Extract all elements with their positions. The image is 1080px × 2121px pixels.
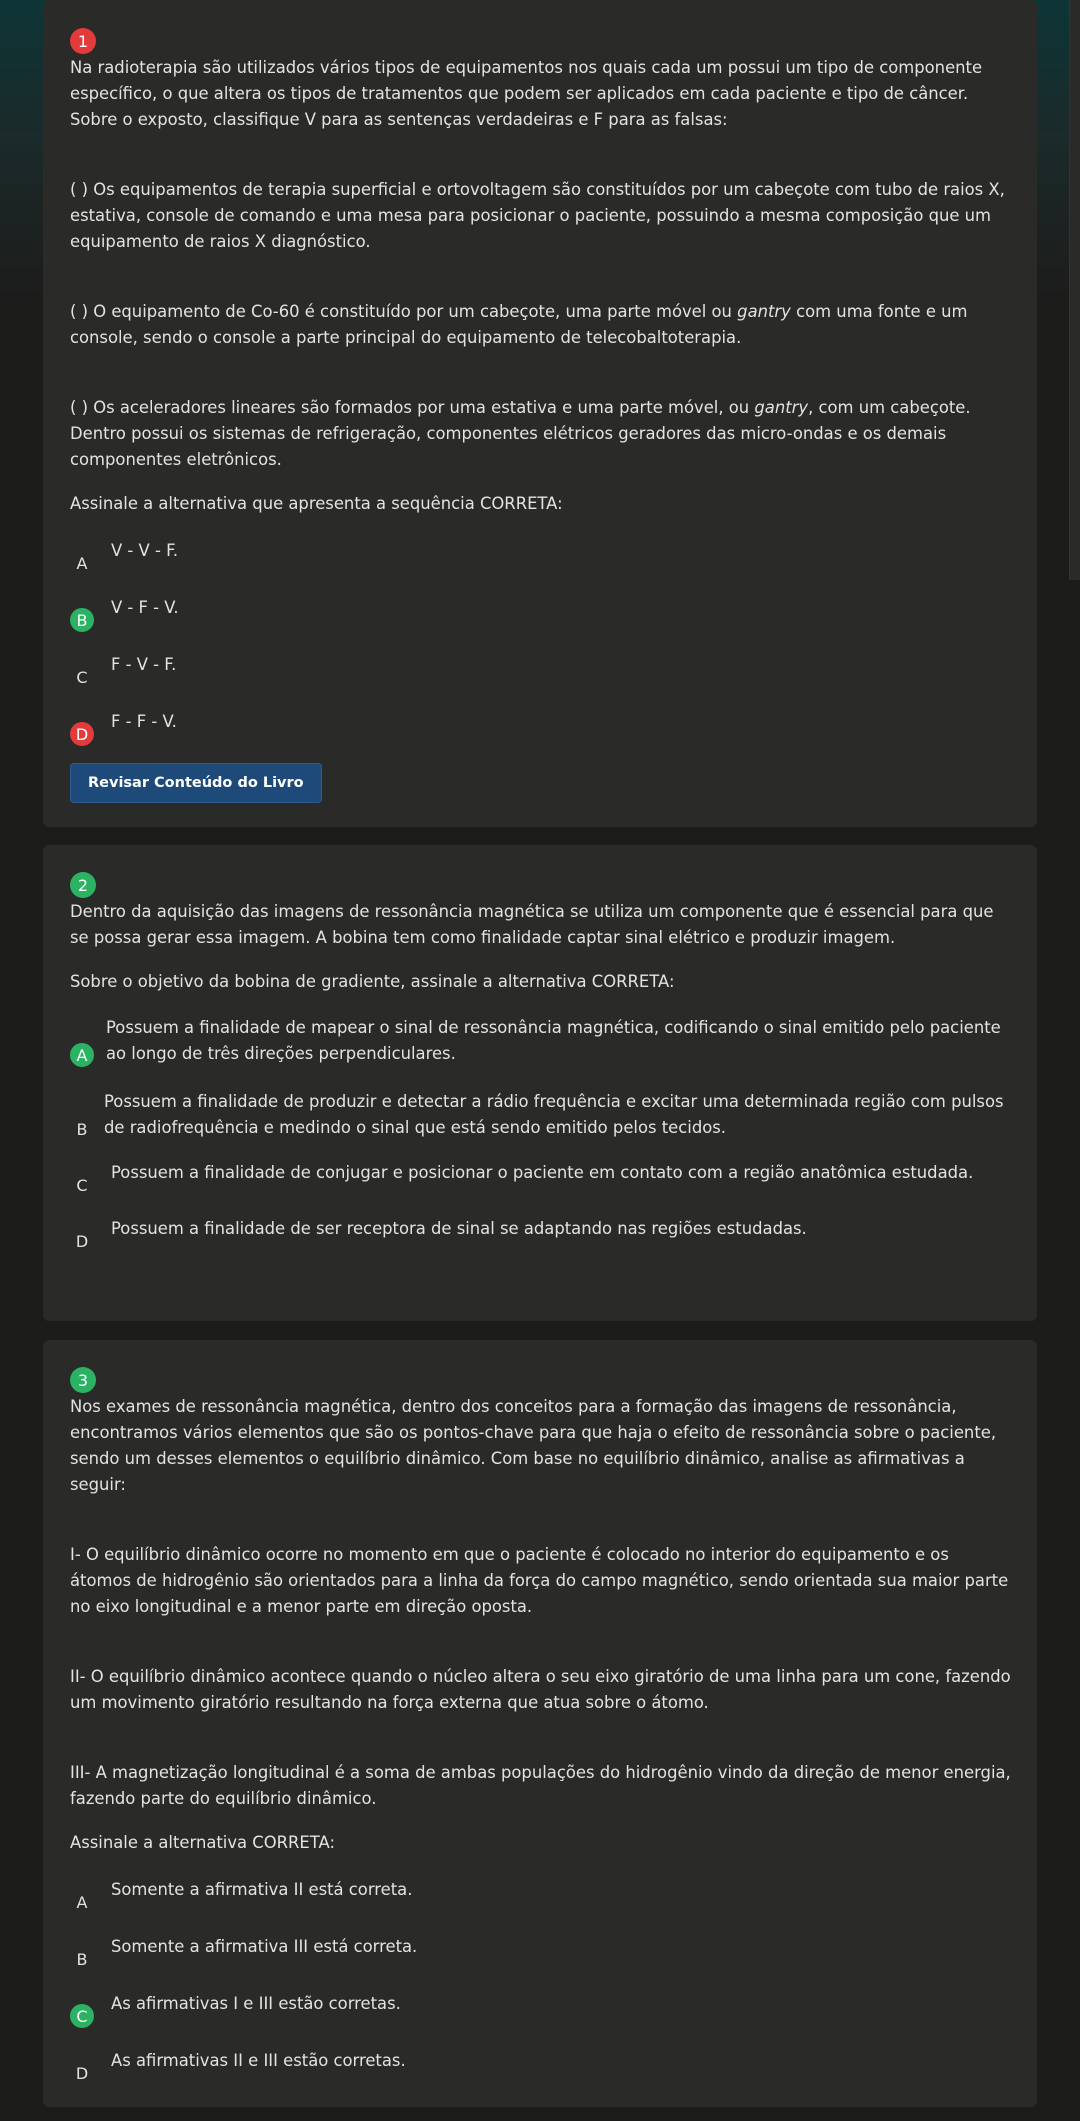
question-card-1 — [43, 0, 1037, 827]
question-intro: Na radioterapia são utilizados vários tipos de equipamentos nos quais cada um possui um tipo de componente específico, o que altera os tipos de tratamentos que podem ser aplicados em cada paciente e tipo de câncer. Sobre o exposto, classifique V para as sentenças verdadeiras e F para as falsas: — [70, 58, 983, 129]
option-text: V - V - F. — [111, 541, 179, 560]
option-text: V - F - V. — [111, 598, 179, 617]
option-b[interactable] — [70, 1089, 1011, 1141]
question-card-2 — [43, 845, 1037, 1321]
option-b[interactable] — [70, 1935, 1011, 1971]
option-c[interactable] — [70, 1992, 1011, 2028]
option-letter-correct: A — [70, 1043, 94, 1067]
option-text: As afirmativas I e III estão corretas. — [111, 1994, 401, 2013]
option-a[interactable] — [70, 539, 1011, 575]
option-letter: B — [76, 1119, 88, 1139]
option-a[interactable] — [70, 1878, 1011, 1914]
option-letter: A — [76, 1892, 88, 1912]
question-intro: Nos exames de ressonância magnética, dentro dos conceitos para a formação das imagens de ressonância, encontramos vários elementos que são os pontos-chave para que haja o efeito de ressonância sobre o paciente, sendo um desses elementos o equilíbrio dinâmico. Com base no equilíbrio dinâmico, analise as afirmativas a seguir: — [70, 1397, 997, 1494]
review-book-content-button[interactable]: Revisar Conteúdo do Livro — [70, 763, 322, 803]
statement-3: III- A magnetização longitudinal é a soma de ambas populações do hidrogênio vindo da direção de menor energia, fazendo parte do equilíbrio dinâmico. — [70, 1763, 1011, 1808]
option-letter: D — [75, 1231, 89, 1251]
option-d[interactable] — [70, 2049, 1011, 2085]
question-number-badge: 1 — [70, 28, 96, 54]
option-letter: B — [76, 1949, 88, 1969]
option-letter: D — [75, 2063, 89, 2083]
option-text: Possuem a finalidade de mapear o sinal de ressonância magnética, codificando o sinal emitido pelo paciente ao longo de três direções perpendiculares. — [106, 1018, 1001, 1063]
question-card-3 — [43, 1340, 1037, 2107]
statement-3: ( ) Os aceleradores lineares são formados por uma estativa e uma parte móvel, ou gantry, com um cabeçote. Dentro possui os sistemas de refrigeração, componentes elétricos geradores das micro-ondas e os demais componentes eletrônicos. — [70, 398, 971, 469]
option-b[interactable] — [70, 596, 1011, 632]
question-prompt: Assinale a alternativa que apresenta a sequência CORRETA: — [70, 494, 563, 513]
option-c[interactable] — [70, 1161, 1011, 1197]
question-prompt: Sobre o objetivo da bobina de gradiente, assinale a alternativa CORRETA: — [70, 972, 675, 991]
question-prompt: Assinale a alternativa CORRETA: — [70, 1833, 335, 1852]
statement-1: ( ) Os equipamentos de terapia superficial e ortovoltagem são constituídos por um cabeçote com tubo de raios X, estativa, console de comando e uma mesa para posicionar o paciente, possuindo a mesma composição que um equipamento de raios X diagnóstico. — [70, 180, 1005, 251]
option-text: Possuem a finalidade de conjugar e posicionar o paciente em contato com a região anatômica estudada. — [111, 1163, 974, 1182]
option-letter: C — [76, 1175, 88, 1195]
question-number-badge: 3 — [70, 1367, 96, 1393]
option-text: Somente a afirmativa II está correta. — [111, 1880, 413, 1899]
option-text: F - V - F. — [111, 655, 177, 674]
option-a[interactable] — [70, 1015, 1011, 1067]
option-d[interactable] — [70, 710, 1011, 746]
option-letter-correct: B — [70, 608, 94, 632]
statement-1: I- O equilíbrio dinâmico ocorre no momento em que o paciente é colocado no interior do equipamento e os átomos de hidrogênio são orientados para a linha da força do campo magnético, sendo orientada sua maior parte no eixo longitudinal e a menor parte em direção oposta. — [70, 1545, 1009, 1616]
scrollbar[interactable] — [1069, 0, 1080, 580]
question-number-badge: 2 — [70, 872, 96, 898]
question-intro: Dentro da aquisição das imagens de ressonância magnética se utiliza um componente que é essencial para que se possa gerar essa imagem. A bobina tem como finalidade captar sinal elétrico e produzir imagem. — [70, 902, 994, 947]
option-c[interactable] — [70, 653, 1011, 689]
option-letter: A — [76, 553, 88, 573]
option-text: Possuem a finalidade de produzir e detectar a rádio frequência e excitar uma determinada região com pulsos de radiofrequência e medindo o sinal que está sendo emitido pelos tecidos. — [104, 1092, 1004, 1137]
option-text: F - F - V. — [111, 712, 177, 731]
option-text: Somente a afirmativa III está correta. — [111, 1937, 418, 1956]
option-text: Possuem a finalidade de ser receptora de sinal se adaptando nas regiões estudadas. — [111, 1219, 807, 1238]
option-letter-wrong: D — [70, 722, 94, 746]
option-text: As afirmativas II e III estão corretas. — [111, 2051, 406, 2070]
statement-2: ( ) O equipamento de Co-60 é constituído por um cabeçote, uma parte móvel ou gantry com uma fonte e um console, sendo o console a parte principal do equipamento de telecobaltoterapia. — [70, 302, 968, 347]
option-letter: C — [76, 667, 88, 687]
statement-2: II- O equilíbrio dinâmico acontece quando o núcleo altera o seu eixo giratório de uma linha para um cone, fazendo um movimento giratório resultando na força externa que atua sobre o átomo. — [70, 1667, 1011, 1712]
option-d[interactable] — [70, 1217, 1011, 1253]
option-letter-correct: C — [70, 2004, 94, 2028]
